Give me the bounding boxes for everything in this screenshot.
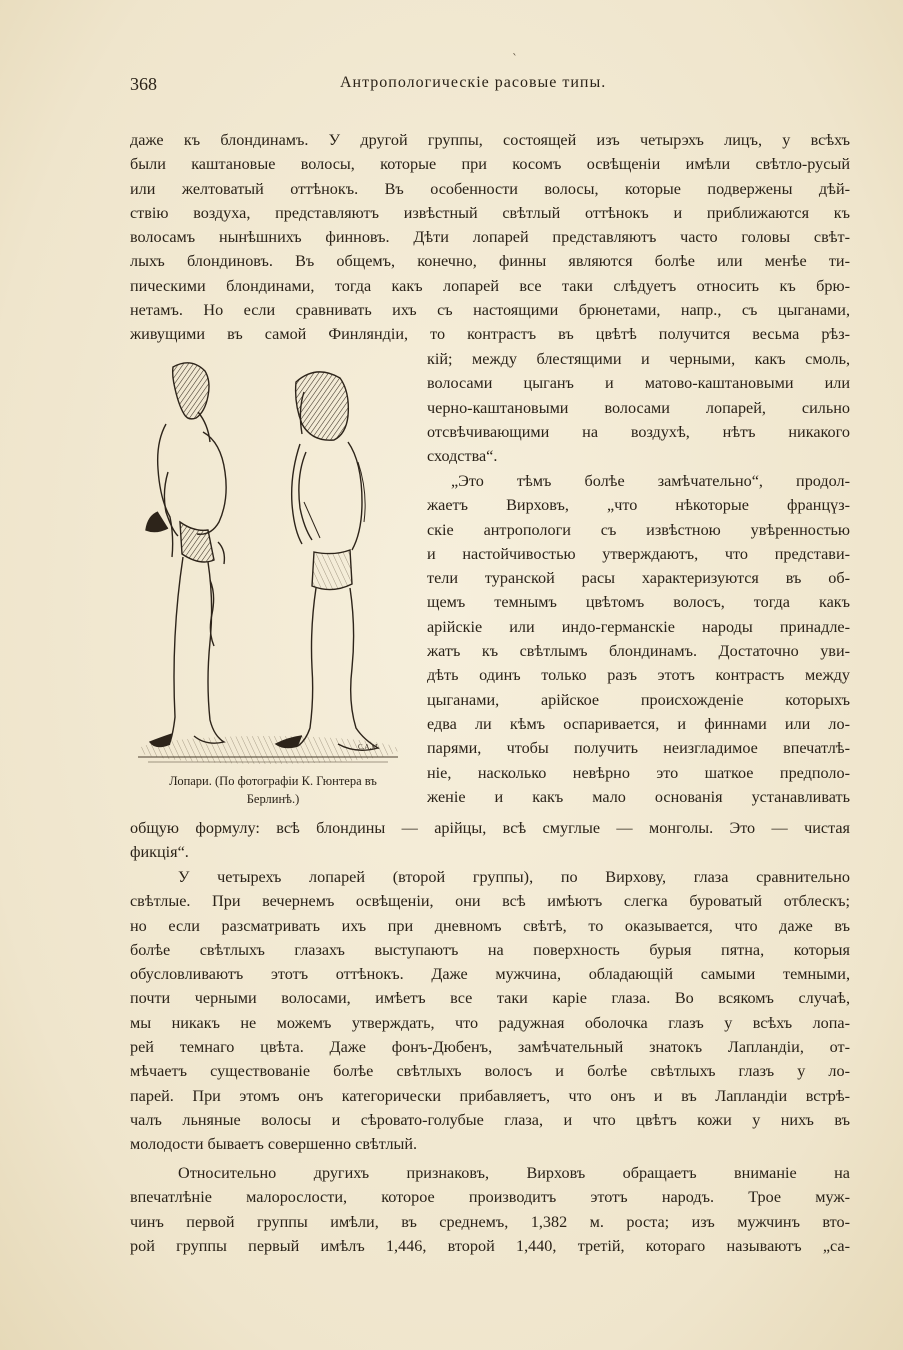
text-line: были каштановые волосы, которые при косомъ освѣщеніи имѣли свѣтло-русый	[130, 155, 850, 174]
text-line: парями, чтобы получить неизгладимое впечатлѣ-	[427, 739, 850, 758]
page-number: 368	[130, 74, 157, 94]
text-line: даже къ блондинамъ. У другой группы, состоящей изъ четырэхъ лицъ, у всѣхъ	[130, 131, 850, 149]
illustration-lapps	[128, 352, 413, 772]
paragraph-2	[427, 469, 850, 809]
running-title: Антропологическіе расовые типы.	[340, 74, 607, 91]
engraving-image	[128, 352, 413, 772]
running-header	[130, 74, 850, 100]
text-line: живущими въ самой Финляндіи, то контрастъ въ цвѣтѣ получится весьма рѣз-	[130, 325, 850, 344]
engraver-mark: С.А.М.	[358, 743, 380, 751]
paragraph-1	[130, 128, 850, 347]
text-line: почти черными волосами, имѣетъ все таки каріе глаза. Во всякомъ случаѣ,	[130, 989, 850, 1008]
text-line: цыганами, арійское происхожденіе которыхъ	[427, 690, 850, 709]
text-line: дѣть одинъ только разъ этотъ контрастъ между	[427, 666, 850, 685]
text-line: обусловливаютъ этотъ оттѣнокъ. Даже мужчина, обладающій самыми темными,	[130, 965, 850, 984]
caption-line: Берлинѣ.)	[246, 792, 300, 806]
right-figure	[276, 372, 378, 750]
text-line: жаетъ Вирховъ, „что нѣкоторые францүз-	[427, 496, 850, 515]
text-line: свѣтлые. При вечернемъ освѣщеніи, они всѣ имѣютъ слегка буроватый отблескъ;	[130, 892, 850, 911]
text-line: волосами цыганъ и матово-каштановыми или	[427, 374, 850, 393]
text-line: нетамъ. Но если сравнивать ихъ съ настоящими брюнетами, напр., съ цыганами,	[130, 301, 850, 320]
paragraph-1-continued	[427, 347, 850, 468]
text-line: жатъ къ свѣтлымъ блондинамъ. Достаточно уви-	[427, 642, 850, 661]
text-line: но если разсматривать ихъ при дневномъ свѣтѣ, то оказывается, что даже въ	[130, 916, 850, 935]
text-line: кій; между блестящими и черными, какъ смоль,	[427, 350, 850, 368]
caption-line: Лопари. (По фотографіи К. Гюнтера въ	[169, 774, 377, 788]
text-line: ствію воздуха, представляютъ извѣстный свѣтлый оттѣнокъ и приближаются къ	[130, 203, 850, 222]
text-line: ніе, насколько невѣрно это шаткое предполо-	[427, 763, 850, 782]
text-line: мы никакъ не можемъ утверждать, что радужная оболочка глазъ у всѣхъ лопа-	[130, 1013, 850, 1032]
text-line: арійскіе или индо-германскіе народы принадле-	[427, 617, 850, 636]
text-line: общую формулу: всѣ блондины — арійцы, всѣ смуглые — монголы. Это — чистая	[130, 819, 850, 837]
text-line: сходства“.	[427, 447, 498, 466]
text-line: мѣчаетъ существованіе болѣе свѣтлыхъ волосъ и болѣе свѣтлыхъ глазъ у ло-	[130, 1062, 850, 1081]
text-line: отсвѣчивающими на воздухѣ, нѣтъ никакого	[427, 422, 850, 441]
text-line: фикція“.	[130, 843, 189, 862]
left-figure	[146, 363, 226, 747]
text-line: щемъ темнымъ цвѣтомъ волосъ, тогда какъ	[427, 593, 850, 612]
text-line: скіе антропологи съ извѣстною увѣренностью	[427, 520, 850, 539]
text-line: впечатлѣніе малорослости, которое производитъ этотъ народъ. Трое муж-	[130, 1188, 850, 1207]
text-line: женіе и какъ мало основанія устанавливать	[427, 787, 850, 806]
text-line: рой группы первый имѣлъ 1,446, второй 1,440, третій, котораго называютъ „са-	[130, 1236, 850, 1255]
text-line: Относительно другихъ признаковъ, Вирховъ обращаетъ вниманіе на	[178, 1164, 850, 1182]
text-line: пическими блондинами, тогда какъ лопарей все таки слѣдуетъ относить къ брю-	[130, 276, 850, 295]
text-line: У четырехъ лопарей (второй группы), по Вирхову, глаза сравнительно	[178, 868, 850, 886]
figure-caption	[128, 772, 418, 808]
text-line: молодости бываетъ совершенно свѣтлый.	[130, 1135, 418, 1154]
text-line: тели туранской расы характеризуются въ об-	[427, 569, 850, 588]
text-line: едва ли кѣмъ оспаривается, и финнами или ло-	[427, 714, 850, 733]
text-line: волосамъ нынѣшнихъ финновъ. Дѣти лопарей представляютъ часто головы свѣт-	[130, 228, 850, 247]
text-line: лыхъ блондиновъ. Въ общемъ, конечно, финны являются болѣе или менѣе ти-	[130, 252, 850, 271]
text-line: или желтоватый оттѣнокъ. Въ особенности волосы, которые подвержены дѣй-	[130, 179, 850, 198]
text-line: парей. При этомъ онъ категорически прибавляетъ, что онъ и въ Лапландіи встрѣ-	[130, 1086, 850, 1105]
text-line: болѣе свѣтлыхъ глазахъ выступаютъ на поверхность бурыя пятна, которыя	[130, 940, 850, 959]
text-line: чинъ первой группы имѣли, въ среднемъ, 1,382 м. роста; изъ мужчинъ вто-	[130, 1212, 850, 1231]
paragraph-4	[130, 1161, 850, 1258]
text-line: „Это тѣмъ болѣе замѣчательно“, продол-	[451, 472, 850, 490]
text-line: рей темнаго цвѣта. Даже фонъ-Дюбенъ, замѣчательный знатокъ Лапландіи, от-	[130, 1038, 850, 1057]
paragraph-2-end	[130, 816, 850, 865]
text-line: чалъ льняные волосы и сѣровато-голубые глаза, и что цвѣтъ кожи у нихъ въ	[130, 1110, 850, 1129]
text-line: черно-каштановыми волосами лопарей, сильно	[427, 398, 850, 417]
paragraph-3	[130, 865, 850, 1157]
text-line: и настойчивостью утверждаютъ, что представи-	[427, 544, 850, 563]
stray-mark: `	[512, 52, 518, 66]
